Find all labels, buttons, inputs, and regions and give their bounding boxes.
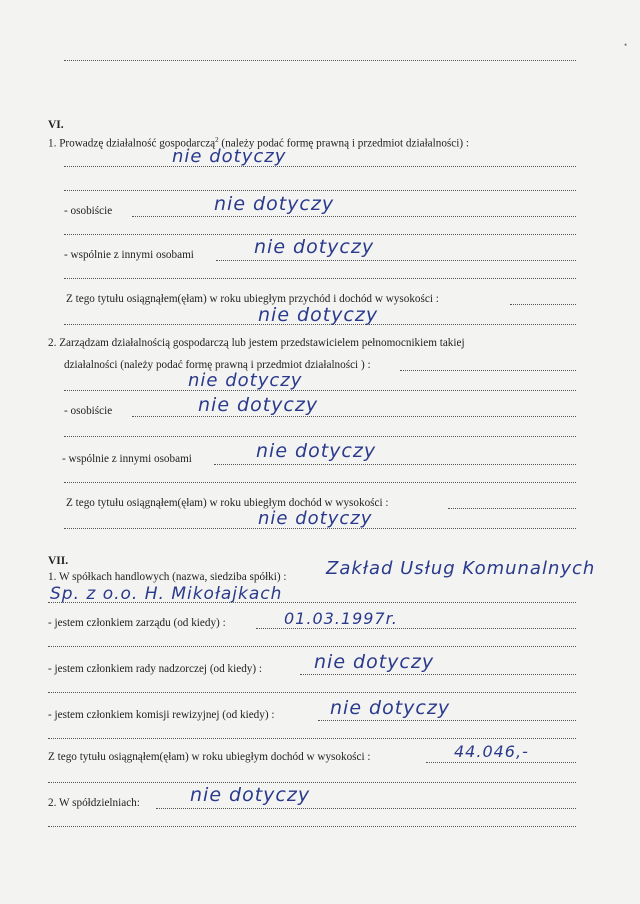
personally-label: - osobiście	[64, 405, 113, 417]
dotted-line	[426, 762, 576, 763]
dotted-line	[64, 234, 576, 235]
section-vi-item2-line2: działalności (należy podać formę prawną i przedmiot działalności ) :	[64, 359, 371, 371]
income-label: Z tego tytułu osiągnąłem(ęłam) w roku ubiegłym przychód i dochód w wysokości :	[66, 293, 439, 305]
dotted-line	[256, 628, 576, 629]
dotted-line	[64, 190, 576, 191]
income-label: Z tego tytułu osiągnąłem(ęłam) w roku ubiegłym dochód w wysokości :	[48, 751, 371, 763]
handwritten-income: 44.046,-	[454, 742, 529, 761]
dotted-line	[214, 464, 576, 465]
handwritten-answer: nie dotyczy	[172, 146, 287, 167]
handwritten-answer: nie dotyczy	[258, 304, 379, 326]
dotted-line	[132, 216, 576, 217]
section-vi-heading: VI.	[48, 119, 64, 131]
dotted-line	[64, 166, 576, 167]
item1-suffix: (należy podać formę prawną i przedmiot działalności) :	[221, 137, 469, 150]
dotted-line	[156, 808, 576, 809]
dotted-line	[64, 528, 576, 529]
handwritten-company-line2: Sp. z o.o. H. Mikołajkach	[50, 584, 283, 604]
section-vii-item2: 2. W spółdzielniach:	[48, 797, 140, 809]
income-label: Z tego tytułu osiągnąłem(ęłam) w roku ubiegłym dochód w wysokości :	[66, 497, 389, 509]
dotted-line	[64, 390, 576, 391]
dotted-line	[510, 304, 576, 305]
handwritten-answer: nie dotyczy	[254, 236, 375, 258]
jointly-label: - wspólnie z innymi osobami	[64, 249, 194, 261]
dotted-line	[48, 782, 576, 783]
handwritten-answer: nie dotyczy	[188, 370, 303, 391]
handwritten-board-date: 01.03.1997r.	[284, 609, 398, 628]
dotted-line	[48, 602, 576, 603]
footnote-ref: 2	[215, 136, 219, 144]
section-vii-heading: VII.	[48, 555, 69, 567]
handwritten-answer: nie dotyczy	[256, 440, 377, 462]
dotted-line	[48, 826, 576, 827]
dotted-line	[64, 324, 576, 325]
dotted-line	[132, 416, 576, 417]
dotted-line	[64, 60, 576, 61]
dotted-line	[318, 720, 576, 721]
dotted-line	[48, 646, 576, 647]
item1-prefix: 1. Prowadzę działalność gospodarczą	[48, 137, 216, 150]
dotted-line	[448, 508, 576, 509]
handwritten-answer: nie dotyczy	[330, 697, 451, 719]
dotted-line	[64, 278, 576, 279]
dotted-line	[64, 482, 576, 483]
board-label: - jestem członkiem zarządu (od kiedy) :	[48, 617, 226, 629]
handwritten-answer: nie dotyczy	[198, 394, 319, 416]
dotted-line	[300, 674, 576, 675]
handwritten-company: Zakład Usług Komunalnych	[326, 558, 596, 579]
supervisory-label: - jestem członkiem rady nadzorczej (od kiedy) :	[48, 663, 263, 675]
dotted-line	[216, 260, 576, 261]
dotted-line	[48, 692, 576, 693]
personally-label: - osobiście	[64, 205, 113, 217]
handwritten-answer: nie dotyczy	[190, 784, 311, 806]
audit-label: - jestem członkiem komisji rewizyjnej (od kiedy) :	[48, 709, 275, 721]
dotted-line	[400, 370, 576, 371]
margin-mark: •	[624, 40, 628, 50]
section-vi-item2-line1: 2. Zarządzam działalnością gospodarczą lub jestem przedstawicielem pełnomocnikiem takiej	[48, 337, 465, 349]
section-vii-item1: 1. W spółkach handlowych (nazwa, siedziba spółki) :	[48, 571, 287, 583]
dotted-line	[64, 436, 576, 437]
handwritten-answer: nie dotyczy	[214, 193, 335, 215]
handwritten-answer: nie dotyczy	[258, 508, 373, 529]
dotted-line	[48, 738, 576, 739]
jointly-label: - wspólnie z innymi osobami	[62, 453, 192, 465]
handwritten-answer: nie dotyczy	[314, 651, 435, 673]
